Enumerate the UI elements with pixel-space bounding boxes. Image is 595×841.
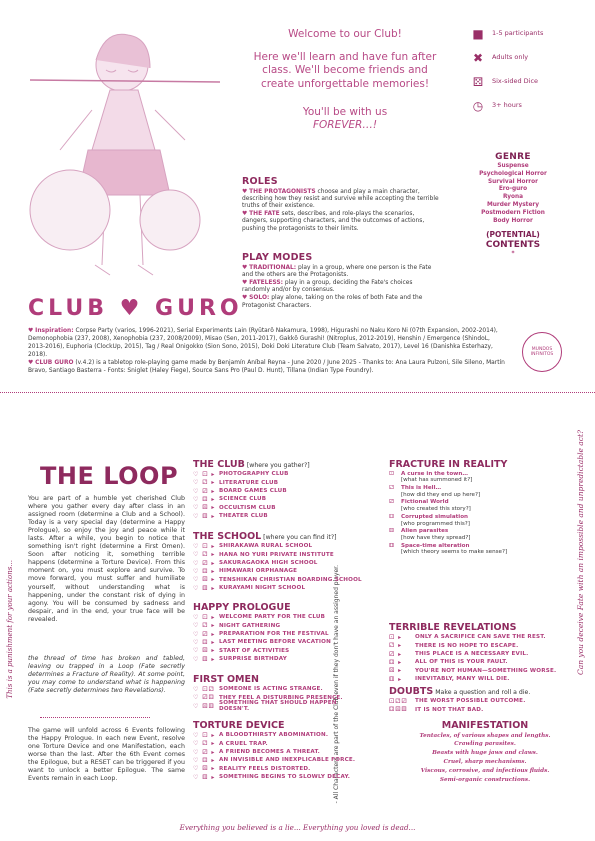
club-item: [193, 504, 368, 512]
die-icon: ⚃: [389, 513, 394, 520]
genre-block: [448, 152, 578, 259]
die-icon: ⚄ ▸: [389, 667, 403, 675]
manifestation-item: Crawling parasites.: [454, 741, 516, 748]
revelation-item-text: YOU'RE NOT HUMAN—SOMETHING WORSE.: [415, 667, 557, 674]
torture-item-text: SOMETHING BEGINS TO SLOWLY DECAY.: [219, 773, 351, 780]
side-note-left: This is a punishment for your actions...: [6, 560, 14, 699]
genre-item: Murder Mystery: [486, 202, 540, 209]
version-label: CLUB GURO: [35, 359, 74, 366]
fracture-item: [389, 514, 564, 527]
loop-paragraph-1: You are part of a humble yet cherished Club where you gather every day after class in an assigned room (determine a Club and a School). Today is a very special day (determine a Happy Prologue), so enjoy the joy and peace while it lasts. After a while, you begin to notice that something isn't right (determine a First Omen). Soon after noticing it, something terrible happens (determine a Torture Device). From this moment on, you must explore and survive. To move forward, you must suffer and humiliate yourself, without understanding what is happening, under the constant risk of dying in agony. You will be consumed by sadness and despair, and in the end, your true face will be revealed.: [28, 495, 185, 623]
info-dice: [470, 70, 590, 94]
welcome-heading: Welcome to our Club!: [288, 28, 402, 40]
roles-section: [242, 176, 442, 233]
die-icon: ⚄: [389, 528, 394, 535]
genre-item: Ryona: [502, 194, 523, 201]
cut-line: [0, 392, 595, 393]
school-subtitle: [where you can find it?]: [261, 534, 337, 541]
revelations-title: TERRIBLE REVELATIONS: [389, 622, 517, 633]
mode-solo-text: play alone, taking on the roles of both Fate and the Protagonist Characters.: [242, 295, 423, 309]
prologue-item: [193, 614, 368, 622]
fracture-item-text: [401, 471, 472, 484]
die-icon: ⚃⚄⚅: [389, 706, 408, 714]
heart-die-icon: ♡ ⚂ ▸: [193, 559, 216, 567]
doubts-title-text: DOUBTS: [389, 686, 434, 697]
torture-title: TORTURE DEVICE: [193, 720, 285, 731]
loop-paragraph-2: [28, 655, 185, 695]
with-us-text: You'll be with us: [302, 105, 388, 118]
mode-traditional-text: play in a group, where one person is the Fate and the others are the Protagonists.: [242, 264, 432, 278]
school-title-text: THE SCHOOL: [193, 531, 262, 542]
heart-die-icon: ♡ ⚂ ▸: [193, 748, 216, 756]
fracture-item-title: Corrupted simulation: [401, 513, 469, 520]
torture-item-text: A FRIEND BECOMES A THREAT.: [219, 748, 320, 755]
heart-die-icon: ♡ ⚄ ▸: [193, 576, 216, 584]
info-participants-label: 1-5 participants: [492, 29, 544, 38]
heart-die-icon: ♡ ⚁ ▸: [193, 622, 216, 630]
school-item: [193, 576, 368, 584]
fracture-item-question: [who programmed this?]: [401, 520, 470, 527]
heart-die-icon: ♡ ⚃ ▸: [193, 495, 216, 503]
school-item-text: KURAYAMI NIGHT SCHOOL: [219, 584, 306, 591]
heart-die-icon: ♡ ⚅ ▸: [193, 773, 216, 781]
mode-traditional-label: TRADITIONAL:: [249, 264, 297, 271]
heart-die-icon: ♡ ⚁ ▸: [193, 479, 216, 487]
heart-die-icon: ♡ ⚄ ▸: [193, 765, 216, 773]
welcome-block: [250, 28, 440, 133]
version-text: (v.4.2) is a tabletop role-playing game made by Benjamín Aníbal Reyna - June 2020 / June 2025 - Thanks to: Ana Laura Pulzoni, Sile Sileno, Martín Bravo, Santiago Basterra - Fonts: Sniglet (Haley Fiege), Source Sans Pro (Paul D. Hunt), Tillana (Indian Type Foundry).: [28, 359, 505, 374]
prologue-item: [193, 630, 368, 638]
die-icon: ⚀ ▸: [389, 634, 403, 642]
fracture-item-question: [how have they spread?]: [401, 534, 471, 541]
inspiration-label: Inspiration:: [35, 328, 74, 334]
doubts-subtitle: Make a question and roll a die.: [433, 689, 531, 696]
manifestation-item: Semi-organic constructions.: [439, 776, 531, 783]
revelation-item: [389, 634, 564, 642]
heart-icon: ♥: [28, 359, 36, 366]
omen-table: [193, 674, 368, 713]
loop-paragraph-3: The game will unfold across 6 Events following the Happy Prologue. In each new Event, resolve one Torture Device and one Manifestation, each worse than the last. After the 6th Event comes the Epilogue, but a RESET can be triggered if you want to unlock a better Epilogue. The same Events remain in each Loop.: [28, 727, 185, 783]
prologue-item: [193, 638, 368, 646]
prologue-item: [193, 655, 368, 663]
mode-fateless-text: play in a group, deciding the Fate's choices randomly and/or by consensus.: [242, 279, 413, 294]
revelation-item: [389, 667, 564, 675]
die-icon: ⚁: [389, 484, 394, 491]
mode-fateless: [242, 280, 442, 294]
club-title-text: THE CLUB: [193, 459, 245, 470]
side-note-middle: - All Characters are part of the Club even if they don't have an assigned player.: [333, 565, 340, 804]
welcome-with-us: [250, 106, 440, 133]
prologue-title: HAPPY PROLOGUE: [193, 602, 291, 613]
schoolgirl-illustration: [10, 10, 240, 295]
school-title: [193, 531, 368, 543]
torture-item-text: A BLOODTHIRSTY ABOMINATION.: [219, 732, 329, 739]
school-item: [193, 584, 368, 592]
heart-die-icon: ♡ ⚃ ▸: [193, 756, 216, 764]
contents-label: CONTENTS: [485, 239, 541, 250]
heart-die-icon: ♡ ⚀⚁: [193, 686, 215, 694]
dice-icon: ⚄: [472, 74, 484, 89]
torture-item: [193, 740, 393, 748]
school-item: [193, 551, 368, 559]
omen-item-text: SOMETHING THAT SHOULD HAPPEN DOESN'T.: [219, 699, 337, 713]
manifestation-item: Viscous, corrosive, and infectious fluids.: [420, 767, 550, 774]
heart-die-icon: ♡ ⚅ ▸: [193, 655, 216, 663]
role-fate: [242, 211, 442, 233]
welcome-intro: Here we'll learn and have fun after class. We'll become friends and create unforgettable memories!: [253, 50, 437, 91]
genre-item: Psychological Horror: [479, 170, 547, 177]
prologue-item-text: NIGHT GATHERING: [219, 622, 281, 629]
fracture-item-text: [401, 543, 507, 556]
heart-die-icon: ♡ ⚂ ▸: [193, 630, 216, 638]
fracture-item-text: [401, 514, 470, 527]
prologue-item: [193, 647, 368, 655]
omen-item: [193, 699, 368, 713]
role-protagonists-label: THE PROTAGONISTS: [249, 188, 316, 195]
die-icon: ⚁ ▸: [389, 642, 403, 650]
role-fate-label: THE FATE: [249, 211, 280, 218]
revelation-item-text: ALL OF THIS IS YOUR FAULT.: [415, 659, 508, 666]
role-protagonists: [242, 189, 442, 211]
revelation-item-text: INEVITABLY, MANY WILL DIE.: [415, 675, 510, 682]
fracture-item-title: Fictional World: [401, 499, 449, 506]
playmodes-title: PLAY MODES: [242, 252, 313, 263]
genre-item: Body Horror: [493, 217, 533, 224]
genre-item: Survival Horror: [487, 178, 538, 185]
school-item: [193, 543, 368, 551]
club-item: [193, 487, 368, 495]
torture-item: [193, 732, 393, 740]
prologue-item-text: PREPARATION FOR THE FESTIVAL: [219, 630, 329, 637]
club-item-text: SCIENCE CLUB: [219, 496, 267, 503]
mode-traditional: [242, 265, 442, 279]
fracture-item-question: [what has summoned it?]: [401, 477, 473, 484]
heart-die-icon: ♡ ⚃ ▸: [193, 567, 216, 575]
die-icon: ⚀: [389, 470, 394, 477]
heart-icon: ♥: [242, 211, 250, 218]
mundos-logo-text: MUNDOS INFINITOS: [530, 346, 554, 357]
mode-solo: [242, 295, 442, 309]
heart-die-icon: ♡ ⚄ ▸: [193, 504, 216, 512]
heart-icon: ♥: [28, 328, 36, 334]
doubts-title: [389, 686, 564, 698]
fracture-item: [389, 543, 564, 556]
school-item-text: HANA NO YURI PRIVATE INSTITUTE: [219, 551, 334, 558]
heart-die-icon: ♡ ⚂ ▸: [193, 487, 216, 495]
school-table: [193, 531, 368, 592]
fracture-item-question: [which theory seems to make sense?]: [401, 549, 508, 556]
manifestation-item: Beasts with huge jaws and claws.: [432, 750, 538, 757]
footer-quote: Everything you believed is a lie... Everything you loved is dead...: [179, 823, 416, 832]
role-protagonists-text: choose and play a main character, describing how they resist and survive while accepting the terrible truths of their existence.: [242, 188, 439, 209]
die-icon: ⚅: [389, 542, 394, 549]
heart-die-icon: ♡ ⚀ ▸: [193, 614, 216, 622]
clock-icon: ◷: [472, 98, 484, 113]
heart-die-icon: ♡ ⚁ ▸: [193, 551, 216, 559]
fracture-item-title: Space-time alteration: [401, 542, 470, 549]
doubt-item: [389, 706, 564, 714]
torture-item-text: AN INVISIBLE AND INEXPLICABLE FORCE.: [219, 757, 356, 764]
club-subtitle: [where you gather?]: [244, 462, 310, 469]
school-item-text: SHIRAKAWA RURAL SCHOOL: [219, 543, 313, 550]
heart-icon: ♥: [242, 295, 250, 302]
doubt-item: [389, 698, 564, 706]
prologue-item-text: WELCOME PARTY FOR THE CLUB: [219, 614, 326, 621]
info-time-label: 3+ hours: [492, 101, 522, 110]
heart-icon: ♥: [242, 188, 250, 195]
die-icon: ⚂ ▸: [389, 650, 403, 658]
fracture-item-text: [401, 528, 471, 541]
inspiration-text: Corpse Party (varios, 1996-2021), Serial Experiments Lain (Ryūtarō Nakamura, 1998), Higurashi no Naku Koro Ni (07th Expansion, 2002-2014), Demonophobia (237, 2008), Xenophobia (237, 2008/2009), Misao (Sen, 2011-2017), Gakkō Gurashi! (Nitroplus, 2012-2019), Henshin / Emergence (ShindoL, 2013-2016), Euphoria (ClockUp, 2015), Tag / Real Onigokko (Sion Sono, 2015), Doki Doki Literature Club (Team Salvato, 2017), Level 16 (Danishka Esterhazy, 2018).: [28, 328, 498, 358]
heart-icon: ♥: [242, 264, 250, 271]
club-item: [193, 512, 368, 520]
fracture-item: [389, 499, 564, 512]
heart-die-icon: ♡ ⚁ ▸: [193, 740, 216, 748]
heart-die-icon: ♡ ⚄ ▸: [193, 647, 216, 655]
contents-asterisk: *: [511, 250, 515, 257]
prologue-table: [193, 602, 368, 663]
heart-die-icon: ♡ ⚃ ▸: [193, 638, 216, 646]
mundos-infinitos-logo: [522, 332, 562, 372]
fracture-item-title: This is Hell…: [401, 484, 442, 491]
genre-item: Postmodern Fiction: [481, 209, 545, 216]
revelations-table: [389, 622, 564, 683]
torture-item: [193, 748, 393, 756]
school-item: [193, 567, 368, 575]
heart-die-icon: ♡ ⚅ ▸: [193, 584, 216, 592]
prologue-item: [193, 622, 368, 630]
adults-only-icon: ✖: [472, 50, 484, 65]
club-item-text: THEATER CLUB: [219, 512, 268, 519]
role-fate-text: sets, describes, and role-plays the scenarios, dangers, supporting characters, and the outcomes of actions, pushing the protagonists to their limits.: [242, 211, 425, 232]
fracture-item-title: Alien parasites: [401, 528, 449, 535]
revelation-item: [389, 642, 564, 650]
potential-label: (POTENTIAL): [486, 230, 540, 240]
info-dice-label: Six-sided Dice: [492, 77, 539, 86]
forever-text: FOREVER…!: [312, 119, 378, 132]
die-icon: ⚂: [389, 499, 394, 506]
heart-die-icon: ♡ ⚀ ▸: [193, 543, 216, 551]
club-table: [193, 459, 368, 520]
torture-item: [193, 773, 393, 781]
fracture-item: [389, 471, 564, 484]
loop-paragraph-2-text: the thread of time has broken and tabled, leaving ou trapped in a Loop (Fate secretly determines a Fracture of Reality). At some point, you may come to understand what is happening (Fate secretly determines two Revelations).: [28, 655, 185, 695]
loop-title: THE LOOP: [40, 462, 179, 490]
school-item-text: HIMAWARI ORPHANAGE: [219, 568, 298, 575]
prologue-item-text: LAST MEETING BEFORE VACATION: [219, 639, 331, 646]
genre-title: GENRE: [495, 152, 531, 162]
omen-item-text: SOMEONE IS ACTING STRANGE.: [219, 686, 323, 693]
club-item: [193, 479, 368, 487]
fracture-item: [389, 528, 564, 541]
prologue-item-text: START OF ACTIVITIES: [219, 647, 290, 654]
prologue-item-text: SURPRISE BIRTHDAY: [219, 655, 287, 662]
genre-item: Suspense: [497, 162, 529, 169]
torture-item-text: REALITY FEELS DISTORTED.: [219, 765, 311, 772]
club-item-text: PHOTOGRAPHY CLUB: [219, 471, 289, 478]
revelation-item-text: THIS PLACE IS A NECESSARY EVIL.: [415, 650, 529, 657]
info-panel: [470, 22, 590, 118]
fracture-item-question: [who created this story?]: [401, 506, 471, 513]
school-item: [193, 559, 368, 567]
die-icon: ⚅ ▸: [389, 675, 403, 683]
person-icon: ■: [472, 26, 484, 41]
heart-icon: ♥: [242, 279, 250, 286]
manifestation-table: [405, 720, 565, 785]
revelation-item-text: THERE IS NO HOPE TO ESCAPE.: [415, 642, 519, 649]
torture-item: [193, 765, 393, 773]
omen-item: [193, 686, 368, 694]
info-adults: [470, 46, 590, 70]
heart-die-icon: ♡ ⚅ ▸: [193, 512, 216, 520]
dotted-separator: [40, 717, 150, 718]
fracture-title: FRACTURE IN REALITY: [389, 459, 508, 470]
revelation-item: [389, 675, 564, 683]
heart-die-icon: ♡ ⚄⚅: [193, 702, 215, 710]
fracture-table: [389, 459, 564, 557]
heart-die-icon: ♡ ⚂⚃: [193, 694, 215, 702]
genre-item: Ero-guro: [498, 186, 528, 193]
torture-item-text: A CRUEL TRAP.: [219, 740, 268, 747]
manifestation-item: Cruel, sharp mechanisms.: [443, 759, 527, 766]
school-item-text: TENSHIKAN CHRISTIAN BOARDING SCHOOL: [219, 576, 362, 583]
die-icon: ⚀⚁⚂: [389, 698, 408, 706]
manifestation-title: MANIFESTATION: [441, 720, 529, 731]
fracture-item-text: [401, 485, 480, 498]
torture-table: [193, 720, 393, 781]
heart-die-icon: ♡ ⚀ ▸: [193, 471, 216, 479]
mode-solo-label: SOLO:: [249, 295, 270, 302]
manifestation-item: Tentacles, of various shapes and lengths.: [419, 732, 551, 739]
info-time: [470, 94, 590, 118]
club-item-text: BOARD GAMES CLUB: [219, 487, 287, 494]
doubt-item-text: THE WORST POSSIBLE OUTCOME.: [415, 698, 526, 705]
club-item-text: LITERATURE CLUB: [219, 479, 279, 486]
fracture-item-question: [how did they end up here?]: [401, 491, 481, 498]
school-item-text: SAKURAGAOKA HIGH SCHOOL: [219, 559, 318, 566]
inspiration-line: [28, 328, 508, 360]
omen-title: FIRST OMEN: [193, 674, 259, 685]
doubt-item-text: IT IS NOT THAT BAD.: [415, 706, 484, 713]
info-adults-label: Adults only: [492, 53, 529, 62]
version-line: [28, 360, 508, 376]
game-logo: CLUB ♥ GURO: [28, 296, 243, 321]
revelation-item: [389, 650, 564, 658]
playmodes-section: [242, 252, 442, 310]
die-icon: ⚃ ▸: [389, 658, 403, 666]
club-item: [193, 471, 368, 479]
credits: [28, 328, 508, 376]
revelation-item-text: ONLY A SACRIFICE CAN SAVE THE REST.: [415, 634, 546, 641]
roles-title: ROLES: [242, 176, 278, 187]
side-note-right: Can you deceive Fate with an impossible and unpredictable act?: [576, 430, 585, 675]
heart-die-icon: ♡ ⚀ ▸: [193, 732, 216, 740]
mode-fateless-label: FATELESS:: [249, 279, 283, 286]
club-title: [193, 459, 368, 471]
club-item: [193, 495, 368, 503]
fracture-item-title: A curse in the town…: [401, 470, 468, 477]
torture-item: [193, 756, 393, 764]
fracture-item: [389, 485, 564, 498]
fracture-item-text: [401, 499, 471, 512]
omen-item-text: THEY FEEL A DISTURBING PRESENCE.: [219, 694, 343, 701]
revelation-item: [389, 658, 564, 666]
doubts-table: [389, 686, 564, 714]
club-item-text: OCCULTISM CLUB: [219, 504, 276, 511]
info-participants: [470, 22, 590, 46]
